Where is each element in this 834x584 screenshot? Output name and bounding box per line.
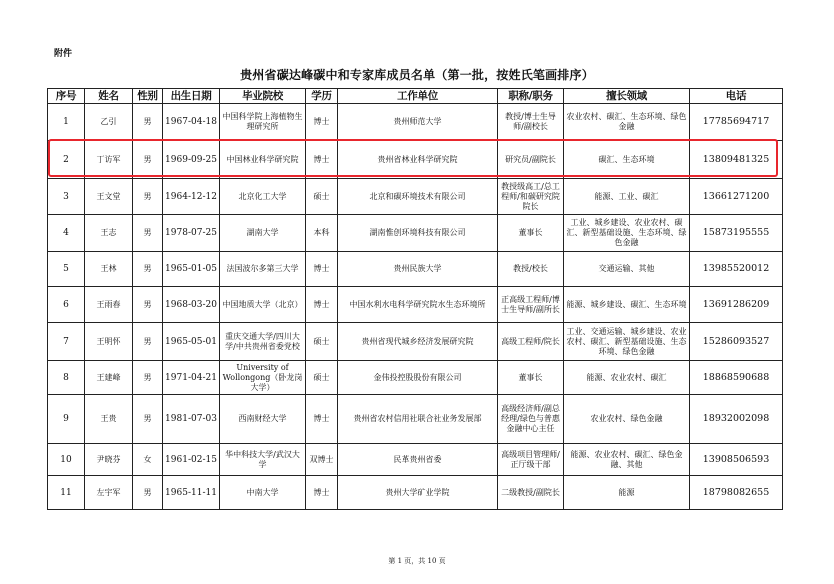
table-row <box>48 395 783 444</box>
cell-field: 农业农村、绿色金融 <box>564 395 690 444</box>
cell-no: 8 <box>48 361 85 395</box>
header-no: 序号 <box>48 89 85 104</box>
cell-gender: 男 <box>133 361 163 395</box>
cell-org: 金伟投控股股份有限公司 <box>338 361 498 395</box>
cell-degree: 硕士 <box>306 361 338 395</box>
cell-field: 工业、城乡建设、农业农村、碳汇、新型基础设施、生态环境、绿色金融 <box>564 215 690 252</box>
cell-birth: 1967-04-18 <box>163 104 220 141</box>
cell-field: 碳汇、生态环境 <box>564 141 690 179</box>
cell-school: 重庆交通大学/四川大学/中共贵州省委党校 <box>220 323 306 361</box>
page-footer: 第 1 页，共 10 页 <box>388 557 446 565</box>
cell-title: 董事长 <box>498 215 564 252</box>
header-gender: 性别 <box>133 89 163 104</box>
cell-org: 贵州师范大学 <box>338 104 498 141</box>
cell-name: 王文堂 <box>85 179 133 215</box>
cell-org: 湖南惟创环境科技有限公司 <box>338 215 498 252</box>
cell-school: 中国科学院上海植物生理研究所 <box>220 104 306 141</box>
table-header-row <box>48 89 783 104</box>
cell-name: 乙引 <box>85 104 133 141</box>
cell-birth: 1978-07-25 <box>163 215 220 252</box>
cell-name: 尹晓芬 <box>85 444 133 476</box>
table-row <box>48 476 783 510</box>
cell-phone: 13661271200 <box>690 179 783 215</box>
attachment-label: 附件 <box>54 49 73 59</box>
cell-field: 工业、交通运输、城乡建设、农业农村、碳汇、新型基础设施、生态环境、绿色金融 <box>564 323 690 361</box>
cell-name: 王建峰 <box>85 361 133 395</box>
cell-degree: 硕士 <box>306 179 338 215</box>
cell-gender: 男 <box>133 395 163 444</box>
cell-org: 贵州省林业科学研究院 <box>338 141 498 179</box>
cell-name: 左宇军 <box>85 476 133 510</box>
cell-no: 1 <box>48 104 85 141</box>
expert-table <box>47 88 783 510</box>
cell-no: 5 <box>48 252 85 287</box>
cell-name: 王雨春 <box>85 287 133 323</box>
cell-phone: 13985520012 <box>690 252 783 287</box>
cell-field: 能源 <box>564 476 690 510</box>
cell-title: 二级教授/副院长 <box>498 476 564 510</box>
cell-no: 9 <box>48 395 85 444</box>
cell-org: 贵州省现代城乡经济发展研究院 <box>338 323 498 361</box>
cell-org: 贵州省农村信用社联合社业务发展部 <box>338 395 498 444</box>
cell-phone: 18868590688 <box>690 361 783 395</box>
cell-field: 能源、城乡建设、碳汇、生态环境 <box>564 287 690 323</box>
cell-org: 贵州大学矿业学院 <box>338 476 498 510</box>
cell-gender: 男 <box>133 323 163 361</box>
cell-org: 民革贵州省委 <box>338 444 498 476</box>
header-birth: 出生日期 <box>163 89 220 104</box>
cell-title: 高级项目管理师/正厅级干部 <box>498 444 564 476</box>
cell-title: 研究员/副院长 <box>498 141 564 179</box>
table-row <box>48 252 783 287</box>
cell-org: 北京和碳环境技术有限公司 <box>338 179 498 215</box>
cell-phone: 13809481325 <box>690 141 783 179</box>
cell-phone: 13691286209 <box>690 287 783 323</box>
cell-birth: 1965-05-01 <box>163 323 220 361</box>
cell-gender: 男 <box>133 179 163 215</box>
cell-title: 教授/校长 <box>498 252 564 287</box>
cell-title: 董事长 <box>498 361 564 395</box>
cell-no: 11 <box>48 476 85 510</box>
cell-phone: 15286093527 <box>690 323 783 361</box>
table-row <box>48 444 783 476</box>
cell-degree: 博士 <box>306 395 338 444</box>
header-school: 毕业院校 <box>220 89 306 104</box>
cell-gender: 男 <box>133 287 163 323</box>
cell-birth: 1965-11-11 <box>163 476 220 510</box>
cell-birth: 1971-04-21 <box>163 361 220 395</box>
cell-birth: 1981-07-03 <box>163 395 220 444</box>
table-row <box>48 215 783 252</box>
cell-school: 湖南大学 <box>220 215 306 252</box>
cell-name: 王贵 <box>85 395 133 444</box>
cell-org: 中国水利水电科学研究院水生态环境所 <box>338 287 498 323</box>
cell-gender: 男 <box>133 141 163 179</box>
table-row <box>48 104 783 141</box>
cell-degree: 博士 <box>306 104 338 141</box>
cell-degree: 博士 <box>306 476 338 510</box>
cell-birth: 1965-01-05 <box>163 252 220 287</box>
header-org: 工作单位 <box>338 89 498 104</box>
cell-gender: 男 <box>133 252 163 287</box>
cell-school: 北京化工大学 <box>220 179 306 215</box>
cell-title: 教授级高工/总工程师/和碳研究院院长 <box>498 179 564 215</box>
cell-title: 高级工程师/院长 <box>498 323 564 361</box>
cell-degree: 博士 <box>306 287 338 323</box>
cell-phone: 18798082655 <box>690 476 783 510</box>
header-field: 擅长领域 <box>564 89 690 104</box>
header-phone: 电话 <box>690 89 783 104</box>
cell-no: 4 <box>48 215 85 252</box>
table-row <box>48 361 783 395</box>
cell-school: University of Wollongong（卧龙岗大学） <box>220 361 306 395</box>
cell-birth: 1969-09-25 <box>163 141 220 179</box>
cell-field: 能源、农业农村、碳汇 <box>564 361 690 395</box>
cell-school: 西南财经大学 <box>220 395 306 444</box>
table-row <box>48 323 783 361</box>
cell-gender: 男 <box>133 215 163 252</box>
cell-no: 2 <box>48 141 85 179</box>
cell-phone: 13908506593 <box>690 444 783 476</box>
cell-name: 丁访军 <box>85 141 133 179</box>
cell-school: 法国波尔多第三大学 <box>220 252 306 287</box>
cell-no: 7 <box>48 323 85 361</box>
table-row <box>48 179 783 215</box>
cell-school: 中国林业科学研究院 <box>220 141 306 179</box>
cell-phone: 15873195555 <box>690 215 783 252</box>
cell-phone: 17785694717 <box>690 104 783 141</box>
cell-school: 华中科技大学/武汉大学 <box>220 444 306 476</box>
table-row <box>48 141 783 179</box>
cell-school: 中国地质大学（北京） <box>220 287 306 323</box>
cell-name: 王林 <box>85 252 133 287</box>
cell-birth: 1964-12-12 <box>163 179 220 215</box>
cell-field: 交通运输、其他 <box>564 252 690 287</box>
cell-no: 3 <box>48 179 85 215</box>
cell-org: 贵州民族大学 <box>338 252 498 287</box>
cell-title: 教授/博士生导师/副校长 <box>498 104 564 141</box>
table-row <box>48 287 783 323</box>
cell-gender: 男 <box>133 104 163 141</box>
cell-gender: 女 <box>133 444 163 476</box>
cell-field: 能源、农业农村、碳汇、绿色金融、其他 <box>564 444 690 476</box>
cell-phone: 18932002098 <box>690 395 783 444</box>
cell-degree: 博士 <box>306 252 338 287</box>
cell-name: 王志 <box>85 215 133 252</box>
cell-degree: 本科 <box>306 215 338 252</box>
cell-gender: 男 <box>133 476 163 510</box>
header-title: 职称/职务 <box>498 89 564 104</box>
cell-no: 6 <box>48 287 85 323</box>
cell-school: 中南大学 <box>220 476 306 510</box>
cell-field: 农业农村、碳汇、生态环境、绿色金融 <box>564 104 690 141</box>
cell-title: 高级经济师/副总经理/绿色与普惠金融中心主任 <box>498 395 564 444</box>
cell-degree: 硕士 <box>306 323 338 361</box>
header-name: 姓名 <box>85 89 133 104</box>
cell-name: 王明怀 <box>85 323 133 361</box>
cell-no: 10 <box>48 444 85 476</box>
document-title: 贵州省碳达峰碳中和专家库成员名单（第一批，按姓氏笔画排序） <box>240 68 594 82</box>
cell-birth: 1961-02-15 <box>163 444 220 476</box>
header-degree: 学历 <box>306 89 338 104</box>
cell-degree: 博士 <box>306 141 338 179</box>
cell-birth: 1968-03-20 <box>163 287 220 323</box>
cell-title: 正高级工程师/博士生导师/副所长 <box>498 287 564 323</box>
cell-field: 能源、工业、碳汇 <box>564 179 690 215</box>
cell-degree: 双博士 <box>306 444 338 476</box>
